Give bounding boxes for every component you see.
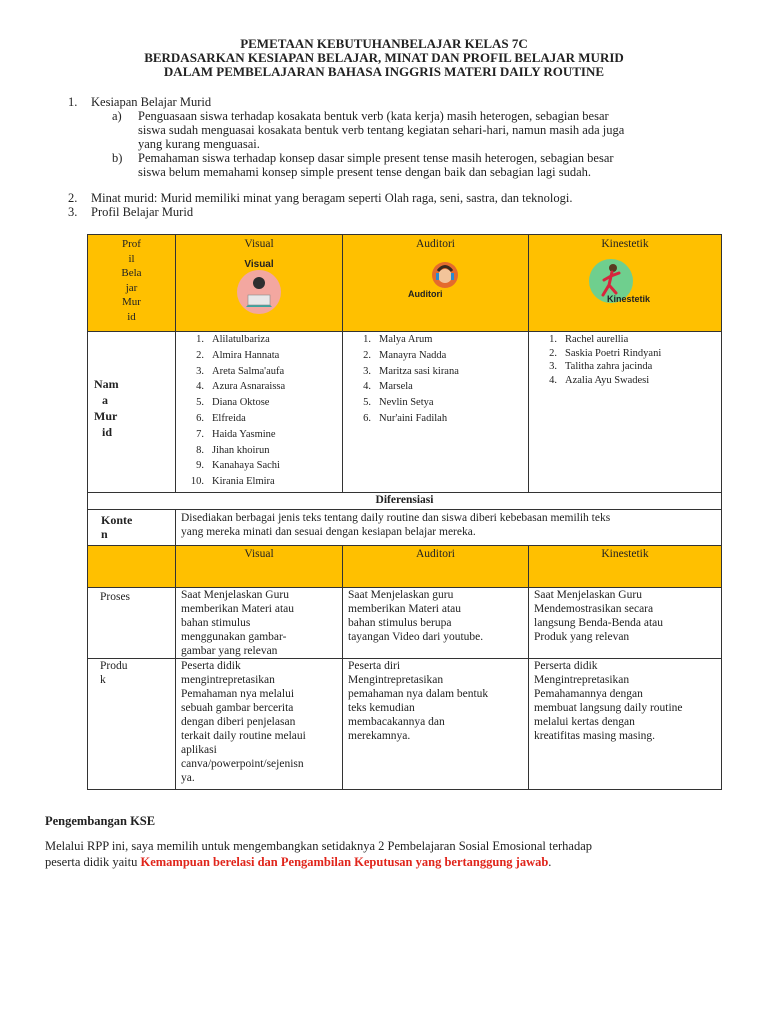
kinestetik-student-item <box>535 346 721 360</box>
auditori-subheader: Auditori <box>343 546 529 588</box>
student-name: Marsela <box>379 381 413 393</box>
list-number: 3. <box>196 365 204 377</box>
auditori-header-label: Auditori <box>416 238 455 250</box>
student-name: Nevlin Setya <box>379 397 434 409</box>
nama-murid-part: Nam <box>94 377 119 391</box>
kinestetik-icon-caption: Kinestetik <box>607 294 651 304</box>
visual-names-list <box>182 332 342 490</box>
profil-label-part: il <box>128 252 135 265</box>
proses-visual-line: memberikan Materi atau <box>181 603 295 615</box>
produk-auditori-line: Peserta diri <box>348 660 401 672</box>
student-name: Maritza sasi kirana <box>379 365 459 377</box>
produk-label-cell <box>88 659 176 790</box>
profil-label-part: Bela <box>121 267 142 279</box>
proses-label: Proses <box>88 588 176 659</box>
proses-visual-line: gambar yang relevan <box>181 645 278 657</box>
produk-visual-line: sebuah gambar bercerita <box>181 702 294 714</box>
produk-visual-line: ya. <box>181 772 195 784</box>
auditori-header <box>343 235 529 332</box>
proses-visual-line: bahan stimulus <box>181 617 251 629</box>
kse-line-1: Melalui RPP ini, saya memilih untuk mengembangkan setidaknya 2 Pembelajaran Sosial Emosional terhadap <box>45 839 592 853</box>
kse-line-2-suffix: . <box>548 855 552 869</box>
proses-visual-line: menggunakan gambar- <box>181 631 287 643</box>
profil-belajar-header <box>88 235 176 332</box>
student-name: Rachel aurellia <box>565 334 629 345</box>
list-number: 6. <box>363 413 371 424</box>
section-1b-label: b) <box>112 151 123 165</box>
kinestetik-header <box>529 235 722 332</box>
list-number: 2. <box>363 349 371 361</box>
section-1a-label: a) <box>112 109 122 123</box>
section-1-number: 1. <box>68 95 78 109</box>
student-name: Kirania Elmira <box>212 476 275 488</box>
produk-label-part: Produ <box>100 660 128 672</box>
nama-murid-part: Mur <box>94 409 118 423</box>
proses-kinestetik-line: Saat Menjelaskan Guru <box>534 589 642 601</box>
student-name: Saskia Poetri Rindyani <box>565 347 662 359</box>
section-2-number: 2. <box>68 191 78 205</box>
list-number: 10. <box>190 476 204 488</box>
title-line-2: BERDASARKAN KESIAPAN BELAJAR, MINAT DAN PROFIL BELAJAR MURID <box>144 50 624 65</box>
produk-auditori-line: Mengintrepretasikan <box>348 674 444 686</box>
kinestetik-student-item <box>535 359 721 373</box>
section-1b-line: siswa belum memahami konsep simple present tense dengan baik dan sebagian lagi sudah. <box>138 165 592 179</box>
produk-auditori-line: merekamnya. <box>348 730 411 742</box>
visual-subheader: Visual <box>176 546 343 588</box>
kinestetik-names-list <box>535 332 721 386</box>
proses-auditori-line: tayangan Video dari youtube. <box>348 631 484 643</box>
student-name: Talitha zahra jacinda <box>565 361 653 372</box>
kinestetik-header-label: Kinestetik <box>601 238 649 250</box>
auditori-names-list <box>349 332 528 427</box>
visual-student-item <box>182 458 342 474</box>
proses-visual-line: Saat Menjelaskan Guru <box>181 589 289 601</box>
empty-gold-cell <box>88 546 176 588</box>
proses-auditori-line: bahan stimulus berupa <box>348 617 452 629</box>
visual-student-item <box>182 474 342 490</box>
produk-kinestetik-cell <box>529 659 722 790</box>
list-number: 4. <box>549 374 557 386</box>
auditori-icon-caption: Auditori <box>407 289 442 299</box>
auditori-student-item <box>349 379 528 395</box>
visual-icon-caption: Visual <box>244 259 274 270</box>
konten-label-cell <box>88 510 176 546</box>
visual-student-item <box>182 364 342 380</box>
section-3-number: 3. <box>68 205 78 219</box>
student-name: Alilatulbariza <box>212 334 270 345</box>
kse-line-2 <box>45 855 551 869</box>
section-1a-line: Penguasaan siswa terhadap kosakata bentuk verb (kata kerja) masih heterogen, sebagian besar <box>138 109 609 123</box>
list-number: 6. <box>196 413 204 424</box>
produk-auditori-line: pemahaman nya dalam bentuk <box>348 688 489 700</box>
nama-murid-cell <box>88 332 176 493</box>
proses-auditori-cell <box>343 588 529 659</box>
produk-visual-cell <box>176 659 343 790</box>
title-line-3: DALAM PEMBELAJARAN BAHASA INGGRIS MATERI DAILY ROUTINE <box>163 64 605 79</box>
visual-learner-icon <box>228 255 290 317</box>
konten-text-line: yang mereka minati dan sesuai dengan kesiapan belajar mereka. <box>181 526 476 538</box>
list-number: 2. <box>549 347 557 359</box>
nama-murid-part: a <box>102 393 108 407</box>
list-number: 5. <box>363 397 371 409</box>
section-2-text: Minat murid: Murid memiliki minat yang beragam seperti Olah raga, seni, sastra, dan teknologi. <box>91 191 573 205</box>
student-name: Jihan khoirun <box>212 444 270 456</box>
produk-kinestetik-line: Mengintrepretasikan <box>534 674 630 686</box>
visual-student-item <box>182 332 342 348</box>
student-name: Malya Arum <box>379 334 433 345</box>
produk-label-part: k <box>100 674 106 686</box>
nama-murid-part: id <box>102 425 113 439</box>
learning-profile-table <box>87 234 722 790</box>
proses-auditori-line: memberikan Materi atau <box>348 603 462 615</box>
proses-kinestetik-cell <box>529 588 722 659</box>
profil-label-part: Prof <box>122 238 141 250</box>
list-number: 1. <box>549 334 557 345</box>
kinestetik-student-item <box>535 373 721 387</box>
list-number: 1. <box>196 334 204 345</box>
section-3-text: Profil Belajar Murid <box>91 205 194 219</box>
student-name: Nur'aini Fadilah <box>379 413 448 424</box>
student-name: Diana Oktose <box>212 397 270 409</box>
visual-names-cell <box>176 332 343 493</box>
student-name: Almira Hannata <box>212 349 280 361</box>
student-name: Haida Yasmine <box>212 428 276 440</box>
list-number: 2. <box>196 349 204 361</box>
produk-visual-line: mengintrepretasikan <box>181 674 275 686</box>
kse-heading: Pengembangan KSE <box>45 814 156 828</box>
auditori-student-item <box>349 332 528 348</box>
produk-kinestetik-line: Pemahamannya dengan <box>534 688 643 700</box>
visual-student-item <box>182 395 342 411</box>
visual-student-item <box>182 443 342 459</box>
produk-visual-line: Pemahaman nya melalui <box>181 688 295 700</box>
produk-kinestetik-line: membuat langsung daily routine <box>534 702 683 714</box>
kinesthetic-learner-icon <box>585 255 665 309</box>
auditory-learner-icon <box>405 257 467 303</box>
produk-visual-line: Peserta didik <box>181 660 241 672</box>
list-number: 4. <box>196 381 204 393</box>
visual-student-item <box>182 348 342 364</box>
kse-line-2-prefix: peserta didik yaitu <box>45 855 141 869</box>
kinestetik-subheader: Kinestetik <box>529 546 722 588</box>
proses-auditori-line: Saat Menjelaskan guru <box>348 589 454 601</box>
student-name: Manayra Nadda <box>379 349 447 361</box>
produk-auditori-cell <box>343 659 529 790</box>
visual-header-label: Visual <box>244 238 274 250</box>
title-line-1: PEMETAAN KEBUTUHANBELAJAR KELAS 7C <box>240 36 528 51</box>
produk-visual-line: terkait daily routine melaui <box>181 730 306 742</box>
visual-student-item <box>182 379 342 395</box>
proses-kinestetik-line: langsung Benda-Benda atau <box>534 617 664 629</box>
student-name: Azalia Ayu Swadesi <box>565 374 650 386</box>
list-number: 3. <box>363 365 371 377</box>
list-number: 3. <box>549 361 557 372</box>
auditori-student-item <box>349 395 528 411</box>
visual-student-item <box>182 427 342 443</box>
diferensiasi-header: Diferensiasi <box>88 493 722 510</box>
produk-auditori-line: teks kemudian <box>348 702 415 714</box>
konten-label-part: Konte <box>101 513 133 527</box>
auditori-student-item <box>349 348 528 364</box>
student-name: Areta Salma'aufa <box>212 365 285 377</box>
produk-visual-line: aplikasi <box>181 744 217 756</box>
student-name: Azura Asnaraissa <box>212 381 286 393</box>
list-number: 9. <box>196 460 204 472</box>
kinestetik-names-cell <box>529 332 722 493</box>
section-1b-line: Pemahaman siswa terhadap konsep dasar simple present tense masih heterogen, sebagian besar <box>138 151 614 165</box>
profil-label-part: Mur <box>122 296 141 308</box>
list-number: 4. <box>363 381 371 393</box>
produk-kinestetik-line: kreatifitas masing masing. <box>534 730 656 742</box>
list-number: 8. <box>196 444 204 456</box>
auditori-student-item <box>349 364 528 380</box>
auditori-student-item <box>349 411 528 427</box>
student-name: Kanahaya Sachi <box>212 460 280 472</box>
kse-highlight: Kemampuan berelasi dan Pengambilan Keputusan yang bertanggung jawab <box>140 855 549 869</box>
list-number: 1. <box>363 334 371 345</box>
kinestetik-student-item <box>535 332 721 346</box>
produk-visual-line: canva/powerpoint/sejenisn <box>181 758 304 770</box>
konten-text-line: Disediakan berbagai jenis teks tentang daily routine dan siswa diberi kebebasan memilih teks <box>181 512 611 524</box>
auditori-names-cell <box>343 332 529 493</box>
produk-kinestetik-line: melalui kertas dengan <box>534 716 635 728</box>
section-1a-line: yang kurang menguasai. <box>138 137 260 151</box>
konten-label-part: n <box>101 527 108 541</box>
list-number: 7. <box>196 428 204 440</box>
visual-student-item <box>182 411 342 427</box>
produk-visual-line: dengan diberi penjelasan <box>181 716 296 728</box>
produk-kinestetik-line: Perserta didik <box>534 660 598 672</box>
produk-auditori-line: membacakannya dan <box>348 716 445 728</box>
proses-kinestetik-line: Produk yang relevan <box>534 631 630 643</box>
konten-text-cell <box>176 510 722 546</box>
profil-label-part: id <box>127 310 136 323</box>
visual-header <box>176 235 343 332</box>
section-1-heading: Kesiapan Belajar Murid <box>91 95 212 109</box>
list-number: 5. <box>196 397 204 409</box>
proses-visual-cell <box>176 588 343 659</box>
student-name: Elfreida <box>212 413 246 424</box>
section-1a-line: siswa sudah menguasai kosakata bentuk verb tentang kegiatan sehari-hari, namun masih ada juga <box>138 123 625 137</box>
proses-kinestetik-line: Mendemostrasikan secara <box>534 603 654 615</box>
profil-label-part: jar <box>125 281 138 294</box>
